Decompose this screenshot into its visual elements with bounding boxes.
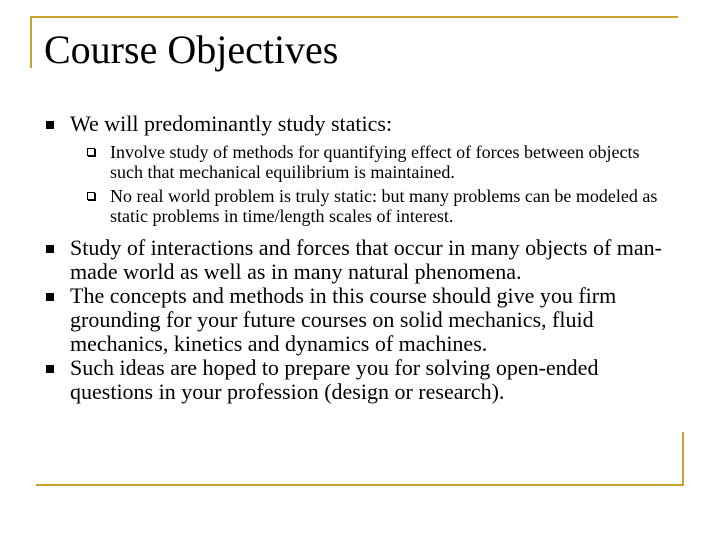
sub-bullet-item xyxy=(84,186,674,226)
slide-title: Course Objectives xyxy=(44,27,339,72)
hollow-square-bullet-icon xyxy=(87,148,95,156)
bottom-vertical-rule xyxy=(682,432,684,486)
sub-bullet-text: Involve study of methods for quantifying effect of forces between objects such that mechanical equilibrium is maintained. xyxy=(110,142,640,182)
sub-bullet-item xyxy=(84,142,674,182)
top-vertical-rule xyxy=(30,16,32,68)
filled-square-bullet-icon xyxy=(46,121,54,129)
bullet-text: Such ideas are hoped to prepare you for solving open-ended questions in your profession (design or research). xyxy=(70,355,599,404)
hollow-square-bullet-icon xyxy=(87,192,95,200)
bottom-horizontal-rule xyxy=(36,484,684,486)
sub-bullet-list xyxy=(44,142,674,226)
filled-square-bullet-icon xyxy=(46,365,54,373)
bullet-item xyxy=(44,112,674,136)
sub-bullet-text: No real world problem is truly static: but many problems can be modeled as static problems in time/length scales of interest. xyxy=(110,186,658,226)
filled-square-bullet-icon xyxy=(46,245,54,253)
bullet-text: The concepts and methods in this course should give you firm grounding for your future courses on solid mechanics, fluid mechanics, kinetics and dynamics of machines. xyxy=(70,283,617,356)
bullet-item xyxy=(44,356,674,404)
bullet-list xyxy=(44,112,674,404)
bullet-text: Study of interactions and forces that occur in many objects of man-made world as well as in many natural phenomena. xyxy=(70,235,662,284)
top-horizontal-rule xyxy=(30,16,678,18)
filled-square-bullet-icon xyxy=(46,293,54,301)
bullet-item xyxy=(44,236,674,284)
bullet-text: We will predominantly study statics: xyxy=(70,111,393,136)
bullet-item xyxy=(44,284,674,356)
